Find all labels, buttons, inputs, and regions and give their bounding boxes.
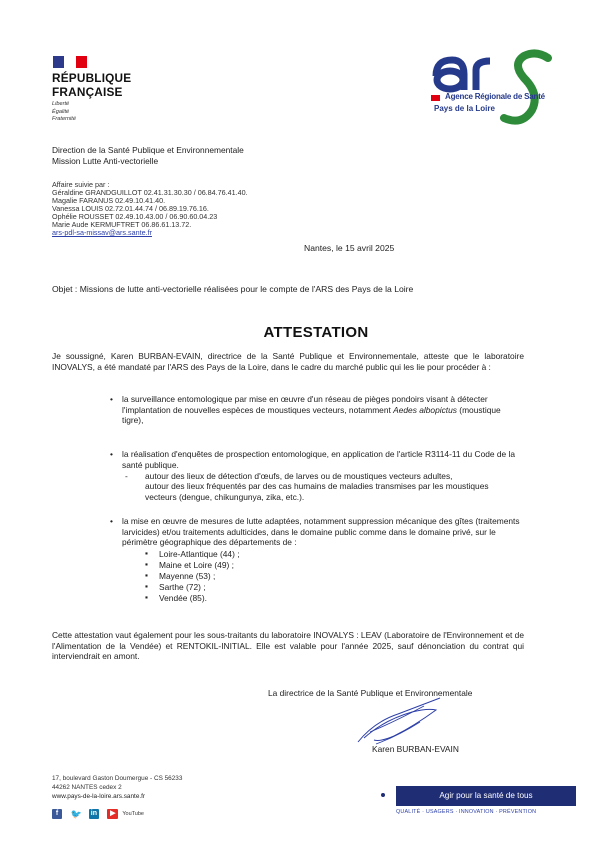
department-item: Vendée (85). <box>159 593 207 603</box>
contact-person: Ophélie ROUSSET 02.49.10.43.00 / 06.90.60.04.23 <box>52 212 218 221</box>
footer-tagline: QUALITÉ · USAGERS · INNOVATION · PRÉVENTION <box>396 809 537 815</box>
handwritten-signature <box>354 692 446 750</box>
mission-subitem: autour des lieux fréquentés par des cas humains de maladies transmises par les moustiques vecteurs (dengue, chikungunya, zika, etc.). <box>145 481 489 502</box>
square-bullet: ▪ <box>145 581 148 591</box>
contact-person: Géraldine GRANDGUILLOT 02.41.31.30.30 / 06.84.76.41.40. <box>52 188 248 197</box>
square-bullet: ▪ <box>145 570 148 580</box>
direction-line-2: Mission Lutte Anti-vectorielle <box>52 156 159 166</box>
signatory-name: Karen BURBAN-EVAIN <box>372 744 459 754</box>
contact-person: Marie Aude KERMUFTRET 06.86.61.13.72. <box>52 220 192 229</box>
linkedin-icon[interactable]: in <box>90 809 98 817</box>
mission-item-2: la réalisation d'enquêtes de prospection entomologique, en application de l'article R3114-11 du Code de la santé publique. <box>122 449 516 470</box>
dash-bullet: - <box>125 471 128 481</box>
signature-title: La directrice de la Santé Publique et Environnementale <box>268 688 473 698</box>
department-item: Mayenne (53) ; <box>159 571 216 581</box>
twitter-icon[interactable]: 🐦 <box>70 808 82 819</box>
mission-item-3: la mise en œuvre de mesures de lutte adaptées, notamment suppression mécanique des gîtes (traitements larvicides) et/ou traitements adulticides, dans le domaine public comme dans le domaine privé, sur le périmètre géographique des départements de : <box>122 516 520 547</box>
mission-subitem: autour des lieux de détection d'œufs, de larves ou de moustiques vecteurs adultes, <box>145 471 453 481</box>
intro-paragraph: Je soussigné, Karen BURBAN-EVAIN, directrice de la Santé Publique et Environnementale, atteste que le laboratoire INOVALYS, a été mandaté par l'ARS des Pays de la Loire, dans le cadre du marché public qui les lie pour procéder à : <box>52 351 524 372</box>
department-item: Maine et Loire (49) ; <box>159 560 234 570</box>
department-item: Loire-Atlantique (44) ; <box>159 549 240 559</box>
bullet-dot: • <box>110 516 113 526</box>
bullet-dot: • <box>110 394 113 404</box>
slogan-dot <box>381 793 385 797</box>
facebook-icon[interactable]: f <box>52 809 62 819</box>
square-bullet: ▪ <box>145 559 148 569</box>
document-subject: Objet : Missions de lutte anti-vectorielle réalisées pour le compte de l'ARS des Pays de la Loire <box>52 284 414 294</box>
contact-person: Vanessa LOUIS 02.72.01.44.74 / 06.89.19.76.16. <box>52 204 209 213</box>
footer-website-link[interactable]: www.pays-de-la-loire.ars.sante.fr <box>52 793 146 800</box>
direction-line-1: Direction de la Santé Publique et Environnementale <box>52 145 244 155</box>
document-title: ATTESTATION <box>263 324 369 341</box>
slogan-banner: Agir pour la santé de tous <box>396 786 576 806</box>
square-bullet: ▪ <box>145 592 148 602</box>
footer-address-2: 44262 NANTES cedex 2 <box>52 784 122 791</box>
social-links <box>52 805 144 819</box>
ars-agency-name: Agence Régionale de Santé <box>445 92 545 101</box>
mission-item-1: la surveillance entomologique par mise en œuvre d'un réseau de pièges pondoirs visant à détecter l'implantation de nouvelles espèces de moustiques vecteurs, notamment Aedes albopictus (moustique tigre), <box>122 394 501 425</box>
contacts-intro: Affaire suivie par : <box>52 180 110 189</box>
ars-region-name: Pays de la Loire <box>434 104 495 113</box>
closing-paragraph: Cette attestation vaut également pour les sous-traitants du laboratoire INOVALYS : LEAV (Laboratoire de l'Environnement et de l'Alimentation de la Vendée) et RENTOKIL-INITIAL. Elle est valable pour l'année 2025, sauf dénonciation du contrat qui interviendrait en amont. <box>52 630 524 661</box>
department-item: Sarthe (72) ; <box>159 582 206 592</box>
square-bullet: ▪ <box>145 548 148 558</box>
footer-address-1: 17, boulevard Gaston Doumergue - CS 56233 <box>52 775 183 782</box>
marianne-flag-logo <box>53 56 87 68</box>
youtube-label: YouTube <box>122 810 144 817</box>
republic-name: RÉPUBLIQUE FRANÇAISE <box>52 71 132 99</box>
document-date: Nantes, le 15 avril 2025 <box>304 243 395 253</box>
republic-motto: Liberté Égalité Fraternité <box>52 101 76 122</box>
youtube-icon[interactable]: ▶ <box>107 809 118 819</box>
contact-person: Magalie FARANUS 02.49.10.41.40. <box>52 196 166 205</box>
contact-email-link[interactable]: ars-pdl-sa-missav@ars.sante.fr <box>52 228 152 237</box>
bullet-dot: • <box>110 449 113 459</box>
